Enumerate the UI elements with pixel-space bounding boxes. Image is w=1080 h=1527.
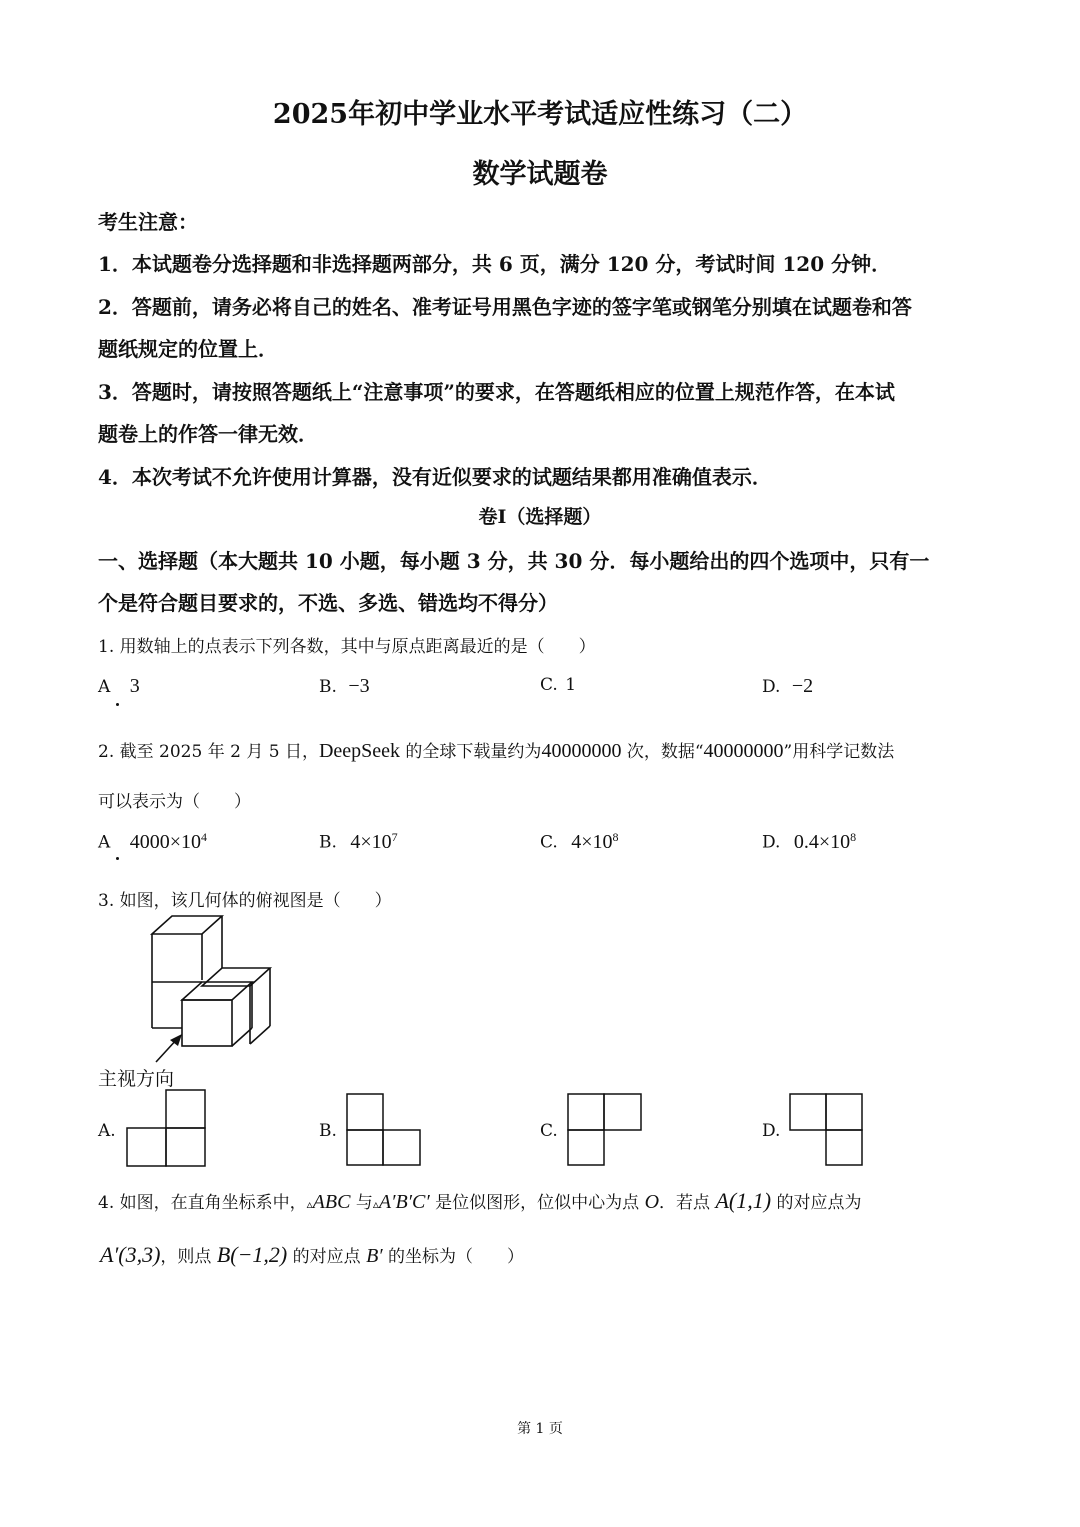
option-label: A [98,832,111,853]
volume-heading: 卷I（选择题） [478,506,602,528]
section-heading-line-2: 个是符合题目要求的，不选、多选、错选均不得分） [98,591,558,615]
q3-option-d-label[interactable]: D. [762,1121,781,1141]
q3-option-b-figure[interactable] [345,1092,425,1168]
option-exponent: 7 [391,830,398,844]
q3-option-c-label[interactable]: C. [540,1121,558,1141]
option-base: 4×10 [571,830,613,853]
stem-text: 的对应点 [287,1247,367,1267]
triangle-icon: ▵ [372,1197,379,1211]
stem-text: ”用科学记数法 [783,742,895,762]
notice-item-2-line-2: 题纸规定的位置上． [98,337,278,361]
q4-stem-line-1 [98,1188,861,1214]
option-exponent: 8 [612,830,619,844]
stem-math: B(−1,2) [216,1242,288,1267]
option-exponent: 8 [850,830,857,844]
stem-text: ，则点 [160,1247,217,1267]
option-dot [116,703,119,706]
stem-math: A(1,1) [715,1188,772,1213]
option-value: 1 [565,675,577,695]
option-label: B. [319,677,337,697]
option-base: 4×10 [350,830,392,853]
option-label: D. [762,677,781,697]
stem-text: DeepSeek [318,740,401,762]
stem-math: A′(3,3) [100,1242,161,1267]
q3-stem: 3. 如图，该几何体的俯视图是（ ） [98,891,392,911]
q2-stem-line-2: 可以表示为（ ） [98,792,251,812]
q2-stem-line-1 [98,737,894,763]
option-base: 4000×10 [129,830,201,853]
q1-option-b[interactable] [319,675,370,698]
q1-option-a[interactable] [98,675,140,698]
notice-item-4: 4．本次考试不允许使用计算器，没有近似要求的试题结果都用准确值表示． [98,465,772,489]
option-label: A [98,677,111,697]
section-heading-line-1: 一、选择题（本大题共 10 小题，每小题 3 分，共 30 分．每小题给出的四个选项中，只有一 [98,549,930,573]
q3-option-b-label[interactable]: B. [319,1121,337,1141]
stem-number: 40000000 [703,740,784,762]
q3-option-a-figure[interactable] [125,1088,209,1170]
option-value: −2 [791,675,814,697]
stem-math: B′ [366,1245,383,1267]
option-value: −3 [348,675,370,697]
stem-text: 与 [350,1193,373,1213]
notice-item-3-line-2: 题卷上的作答一律无效． [98,422,318,446]
stem-math: ABC [312,1191,351,1213]
option-label: D. [762,832,781,853]
stem-math: O [644,1191,660,1213]
stem-text: 4. 如图，在直角坐标系中， [98,1193,307,1213]
q4-stem-line-2 [100,1242,524,1268]
arrow-icon [148,1030,188,1066]
notice-heading: 考生注意： [98,210,198,234]
stem-text: ．若点 [659,1193,716,1213]
q2-option-a[interactable] [98,830,207,854]
option-label: C. [540,832,558,853]
option-value: 3 [129,675,140,697]
stem-number: 40000000 [541,740,622,762]
exam-title: 2025年初中学业水平考试适应性练习（二） [272,99,808,130]
option-exponent: 4 [200,830,207,844]
exam-subtitle: 数学试题卷 [472,159,608,190]
notice-item-2-line-1: 2．答题前，请务必将自己的姓名、准考证号用黑色字迹的签字笔或钢笔分别填在试题卷和答 [98,295,912,319]
q1-option-d[interactable] [762,675,813,698]
stem-text: 次，数据“ [621,742,704,762]
option-base: 0.4×10 [793,830,851,853]
option-dot [116,857,119,860]
stem-math: A′B′C′ [378,1191,430,1213]
option-label: C. [540,675,558,695]
stem-text: 2. 截至 2025 年 2 月 5 日， [98,742,319,762]
triangle-icon: ▵ [306,1197,313,1211]
q2-option-c[interactable] [540,830,619,854]
stem-text: 的全球下载量约为 [400,742,542,762]
notice-item-3-line-1: 3．答题时，请按照答题纸上“注意事项”的要求，在答题纸相应的位置上规范作答，在本试 [98,380,895,404]
notice-item-1: 1．本试题卷分选择题和非选择题两部分，共 6 页，满分 120 分，考试时间 120 分钟． [98,252,892,276]
option-label: B. [319,832,337,853]
q1-stem: 1. 用数轴上的点表示下列各数，其中与原点距离最近的是（ ） [98,637,596,657]
q3-option-d-figure[interactable] [788,1092,868,1168]
q3-option-c-figure[interactable] [566,1092,646,1168]
stem-text: 是位似图形，位似中心为点 [429,1193,645,1213]
page-number: 第 1 页 [517,1421,563,1437]
view-direction-label: 主视方向 [98,1068,175,1090]
stem-text: 的坐标为（ ） [382,1247,525,1267]
q1-option-c[interactable] [540,675,576,695]
q2-option-b[interactable] [319,830,398,854]
q2-option-d[interactable] [762,830,856,854]
stem-text: 的对应点为 [771,1193,862,1213]
q3-option-a-label[interactable]: A. [98,1121,116,1141]
